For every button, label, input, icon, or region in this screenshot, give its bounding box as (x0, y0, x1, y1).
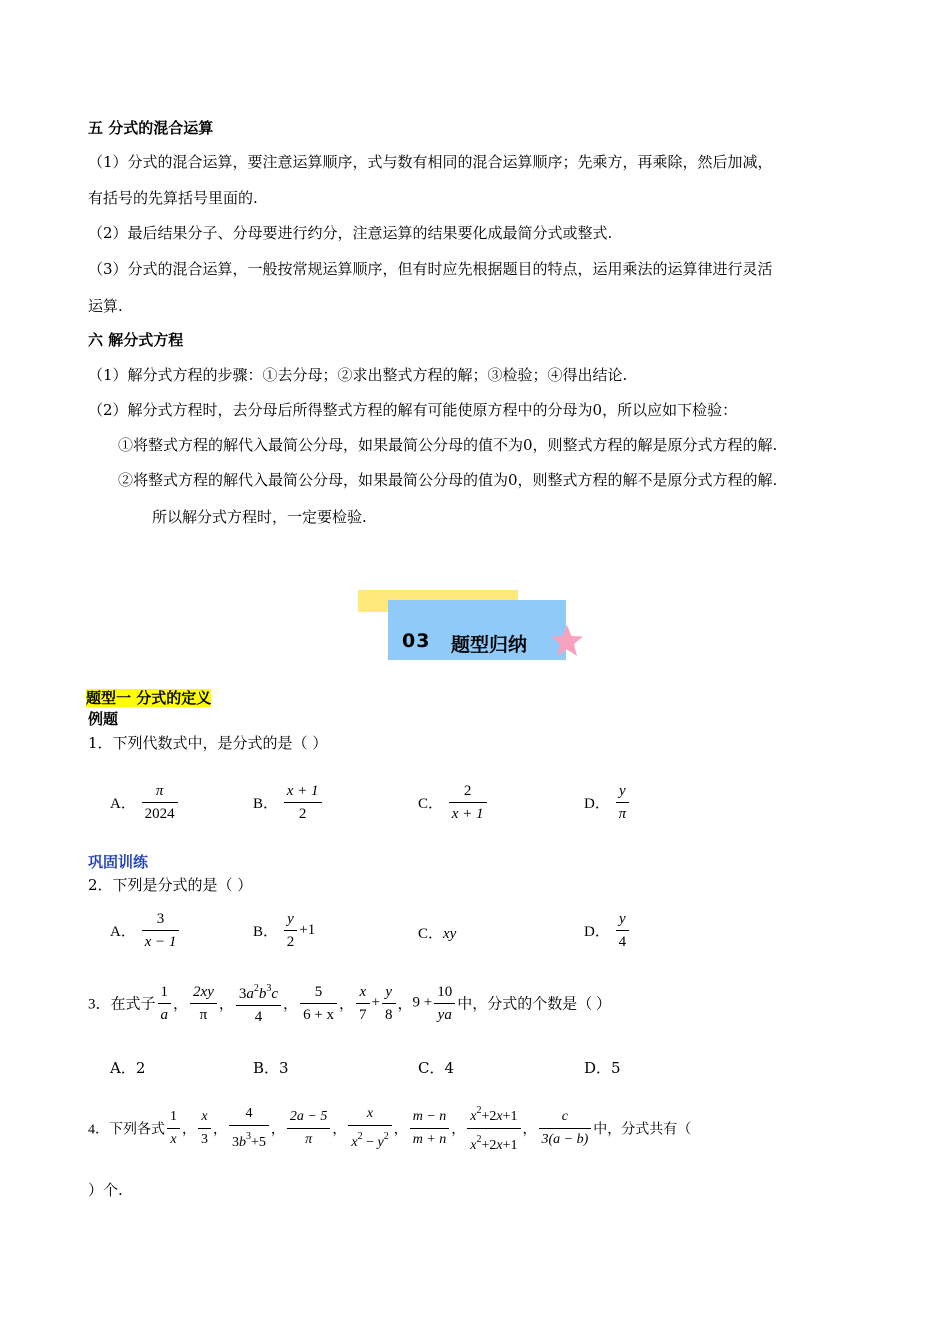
q1-option-b[interactable]: B． $\frac{x + 1}{2}$ (253, 780, 324, 825)
section5-p3b: 运算. (88, 297, 123, 315)
section5-p1b: 有括号的先算括号里面的. (88, 189, 258, 207)
q3-option-a[interactable]: A．2 (110, 1059, 146, 1077)
section6-p1: （1）解分式方程的步骤：①去分母；②求出整式方程的解；③检验；④得出结论. (88, 366, 628, 384)
q1-option-d[interactable]: D． $\frac{y}{\pi}$ (584, 780, 631, 825)
section5-p3: （3）分式的混合运算，一般按常规运算顺序，但有时应先根据题目的特点，运用乘法的运算律进行灵活 (88, 260, 773, 278)
q4-stem: 4．下列各式 $\frac{1}{x}$ ， $\frac{x}{3}$ ， $\frac{4}{3b^3+5}$ ， $\frac{2a - 5}{\pi}$ ， $\frac{x}{x^2 - y^2}$ ， $\frac{m - n}{m + n}$ ， $\frac{x^2+2x+1}{x^2+2x+1}$ ， $\frac{c}{3(a - b)}$ 中，分式共有（ (88, 1100, 691, 1157)
section5-p1: （1）分式的混合运算，要注意运算顺序，式与数有相同的混合运算顺序；先乘方，再乘除，然后加减， (88, 153, 773, 171)
q3-option-d[interactable]: D．5 (584, 1059, 621, 1077)
section-banner (356, 588, 596, 668)
section6-p2: （2）解分式方程时，去分母后所得整式方程的解有可能使原方程中的分母为0，所以应如下检验： (88, 401, 738, 419)
banner-number: 03 (402, 630, 431, 652)
section5-heading: 五 分式的混合运算 (88, 119, 214, 137)
q1-stem: 1．下列代数式中，是分式的是（ ） (88, 734, 328, 752)
section6-heading: 六 解分式方程 (88, 331, 184, 349)
q2-option-d[interactable]: D． $\frac{y}{4}$ (584, 908, 631, 953)
q2-option-a[interactable]: A． $\frac{3}{x - 1}$ (110, 908, 181, 953)
section6-p5: 所以解分式方程时，一定要检验. (152, 508, 367, 526)
section6-p4: ②将整式方程的解代入最简公分母，如果最简公分母的值为0，则整式方程的解不是原分式方程的解. (118, 471, 778, 489)
banner-title: 题型归纳 (451, 634, 528, 656)
q2-option-b[interactable]: B． $\frac{y}{2}$ +1 (253, 908, 315, 953)
q2-stem: 2．下列是分式的是（ ） (88, 876, 253, 894)
section6-p3: ①将整式方程的解代入最简公分母，如果最简公分母的值不为0，则整式方程的解是原分式方程的解. (118, 436, 778, 454)
star-icon (549, 623, 585, 659)
type1-label: 题型一 分式的定义 (86, 689, 212, 707)
section5-p2: （2）最后结果分子、分母要进行约分，注意运算的结果要化成最简分式或整式. (88, 224, 613, 242)
q3-option-c[interactable]: C．4 (418, 1059, 455, 1077)
q3-stem: 3．在式子 $\frac{1}{a}$ ， $\frac{2xy}{\pi}$ ， $\frac{3a^2b^3c}{4}$ ， $\frac{5}{6 + x}$ ， $\frac{x}{7}$ + $\frac{y}{8}$ ，9 + $\frac{10}{ya}$ 中，分式的个数是（ ） (88, 978, 611, 1028)
q1-option-a[interactable]: A． $\frac{\pi}{2024}$ (110, 780, 180, 825)
example-label: 例题 (88, 710, 119, 728)
q3-option-b[interactable]: B．3 (253, 1059, 289, 1077)
q2-option-c[interactable]: C．xy (418, 926, 457, 942)
q1-option-c[interactable]: C． $\frac{2}{x + 1}$ (418, 780, 489, 825)
practice-label: 巩固训练 (88, 853, 149, 871)
q4-end: ）个. (88, 1181, 123, 1199)
